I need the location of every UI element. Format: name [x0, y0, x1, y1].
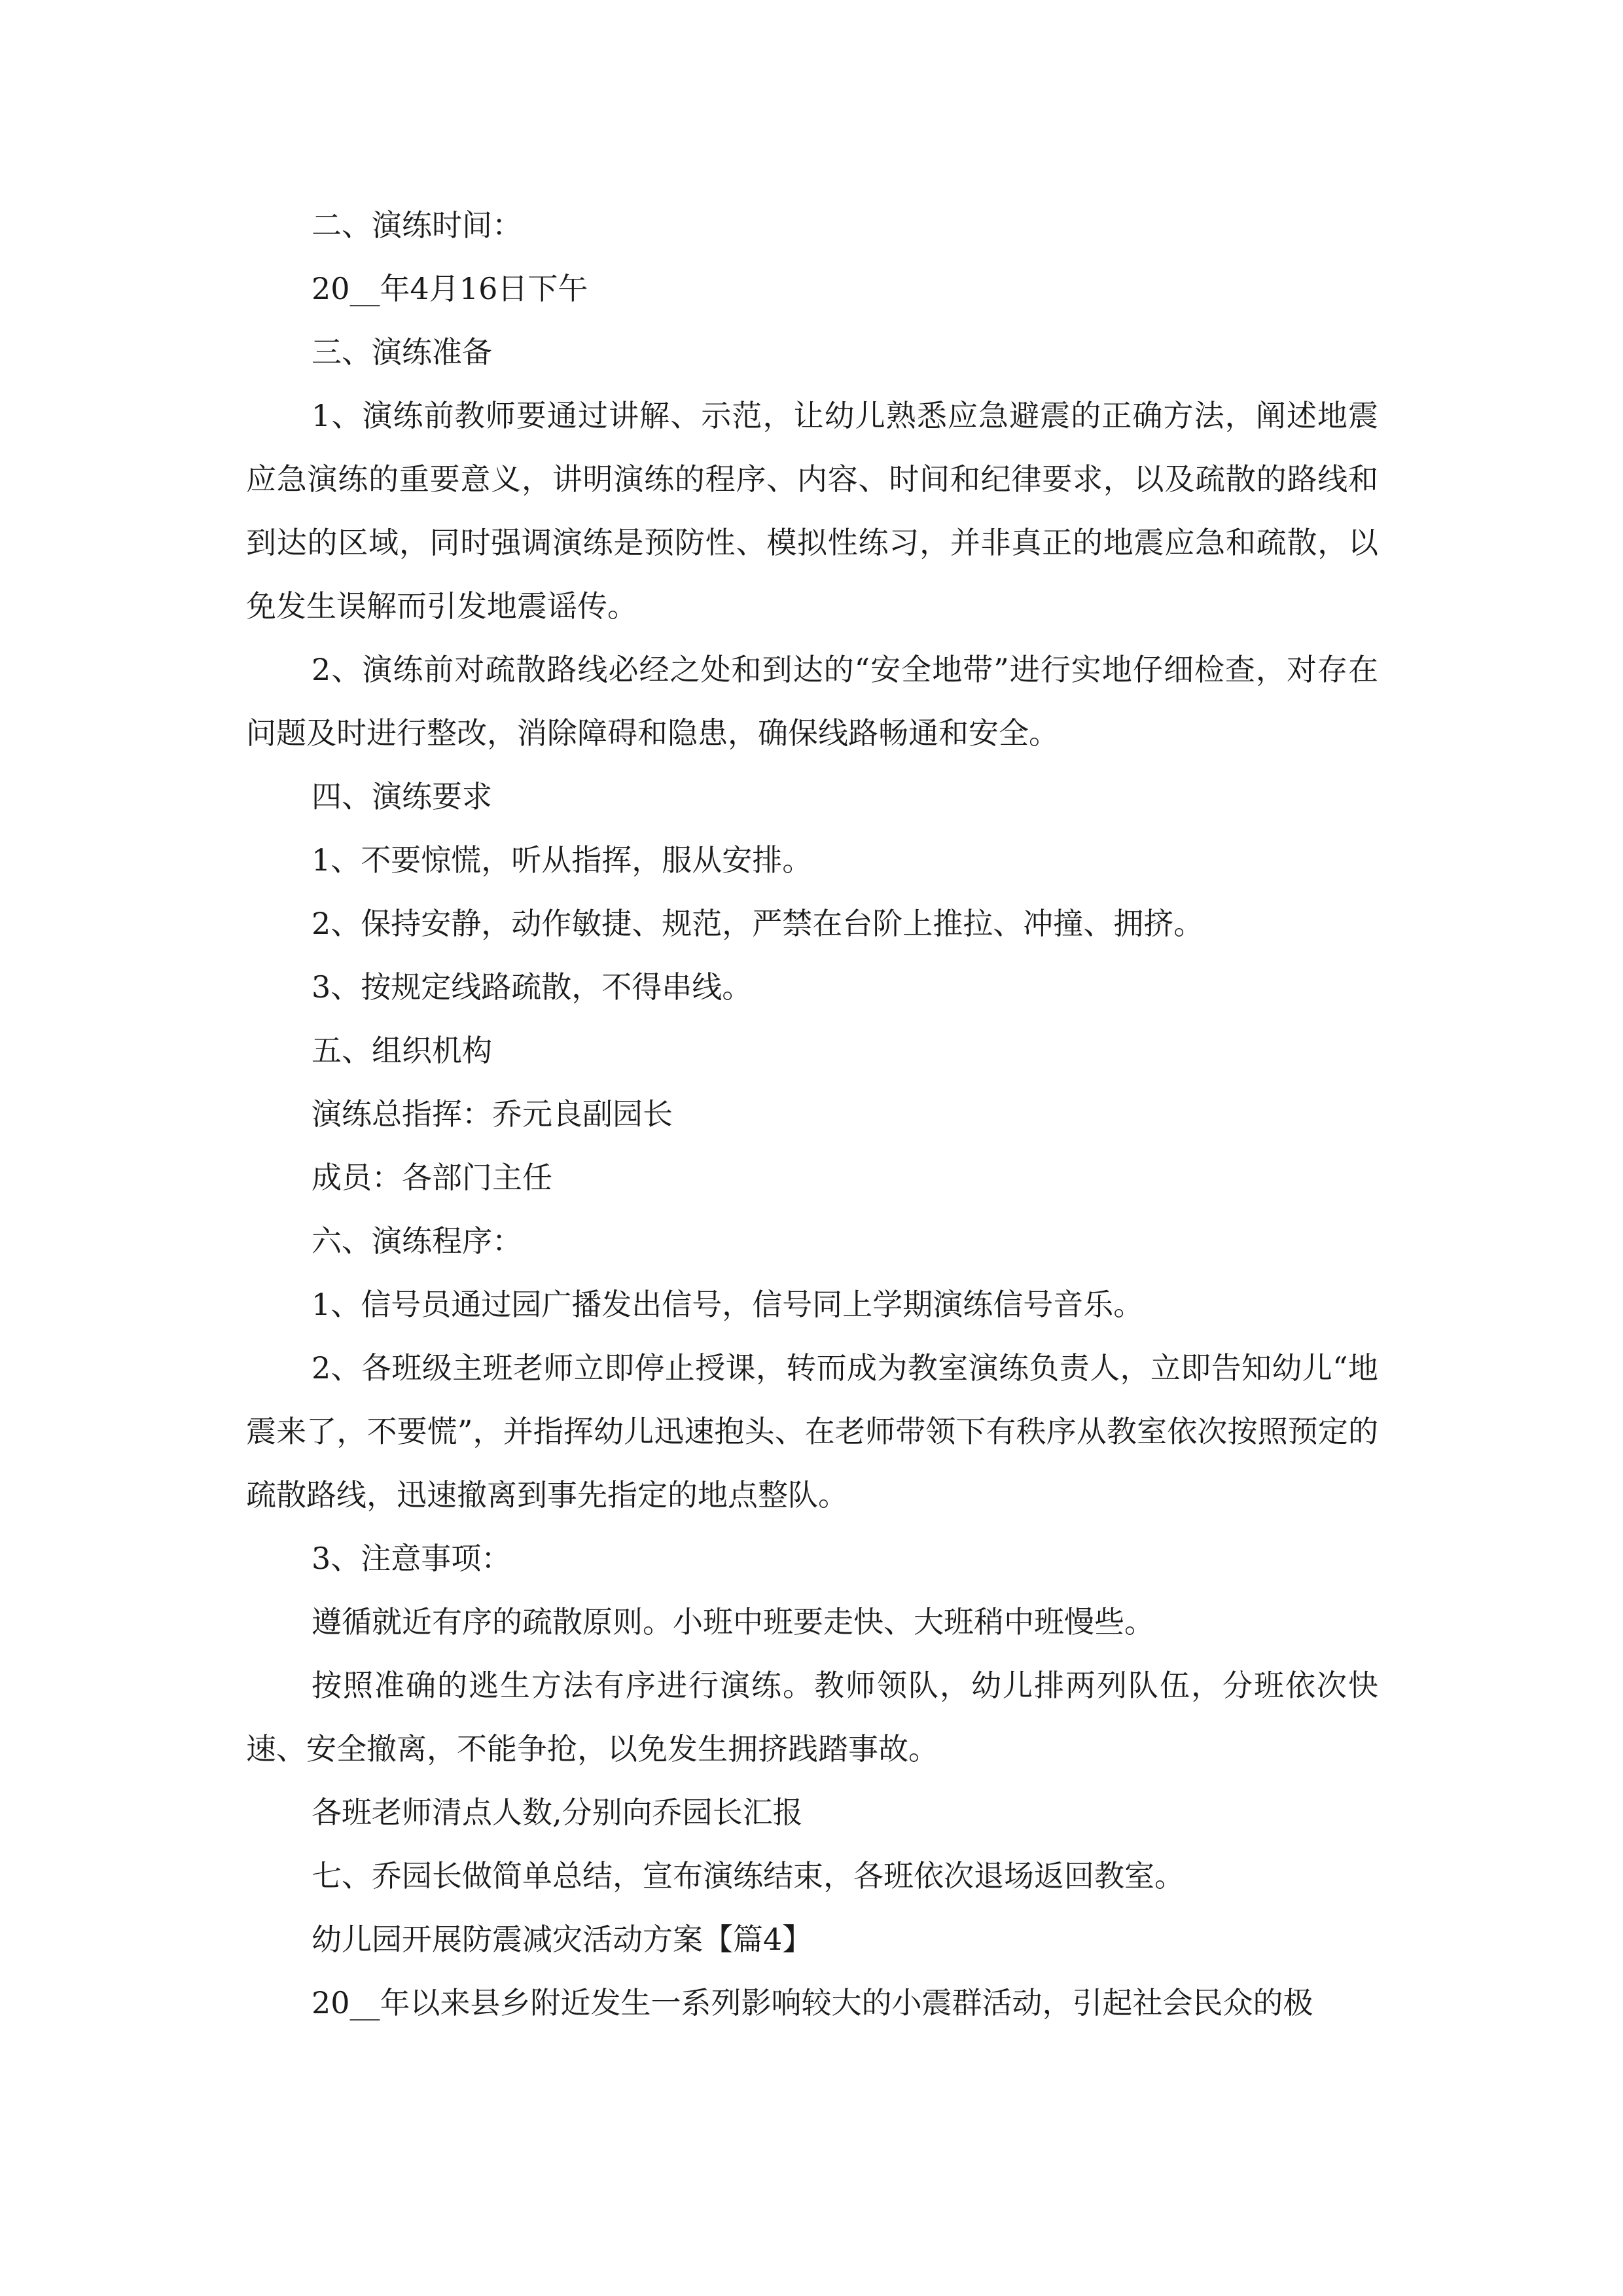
notice-principle: 遵循就近有序的疏散原则。小班中班要走快、大班稍中班慢些。	[312, 1604, 1154, 1640]
heading-drill-time: 二、演练时间：	[312, 207, 522, 243]
requirement-item-3: 3、按规定线路疏散，不得串线。	[312, 969, 753, 1005]
notice-headcount: 各班老师清点人数,分别向乔园长汇报	[312, 1795, 803, 1830]
heading-drill-procedure: 六、演练程序：	[312, 1223, 522, 1259]
requirement-item-2: 2、保持安静，动作敏捷、规范，严禁在台阶上推拉、冲撞、拥挤。	[312, 906, 1204, 941]
document-body	[246, 194, 1378, 2035]
part-4-intro: 20__年以来县乡附近发生一系列影响较大的小震群活动，引起社会民众的极	[312, 1985, 1313, 2020]
heading-organization: 五、组织机构	[312, 1033, 492, 1068]
notice-method: 按照准确的逃生方法有序进行演练。教师领队，幼儿排两列队伍，分班依次快速、安全撤离，不能争抢，以免发生拥挤践踏事故。	[246, 1668, 1378, 1767]
heading-drill-requirements: 四、演练要求	[312, 779, 492, 814]
organization-members: 成员：各部门主任	[312, 1160, 552, 1195]
organization-commander: 演练总指挥：乔元良副园长	[312, 1096, 673, 1132]
heading-summary: 七、乔园长做简单总结，宣布演练结束，各班依次退场返回教室。	[312, 1858, 1185, 1893]
drill-date: 20__年4月16日下午	[312, 271, 588, 306]
procedure-item-3: 3、注意事项：	[312, 1541, 512, 1576]
preparation-item-1: 1、演练前教师要通过讲解、示范，让幼儿熟悉应急避震的正确方法，阐述地震应急演练的重要意义，讲明演练的程序、内容、时间和纪律要求，以及疏散的路线和到达的区域，同时强调演练是预防性、模拟性练习，并非真正的地震应急和疏散，以免发生误解而引发地震谣传。	[246, 398, 1378, 624]
heading-drill-preparation: 三、演练准备	[312, 334, 492, 370]
procedure-item-2: 2、各班级主班老师立即停止授课，转而成为教室演练负责人，立即告知幼儿“地震来了，不要慌”，并指挥幼儿迅速抱头、在老师带领下有秩序从教室依次按照预定的疏散路线，迅速撤离到事先指定的地点整队。	[246, 1350, 1378, 1513]
preparation-item-2: 2、演练前对疏散路线必经之处和到达的“安全地带”进行实地仔细检查，对存在问题及时进行整改，消除障碍和隐患，确保线路畅通和安全。	[246, 652, 1378, 751]
requirement-item-1: 1、不要惊慌，听从指挥，服从安排。	[312, 842, 813, 878]
section-title-part-4: 幼儿园开展防震减灾活动方案【篇4】	[312, 1922, 813, 1957]
procedure-item-1: 1、信号员通过园广播发出信号，信号同上学期演练信号音乐。	[312, 1287, 1144, 1322]
